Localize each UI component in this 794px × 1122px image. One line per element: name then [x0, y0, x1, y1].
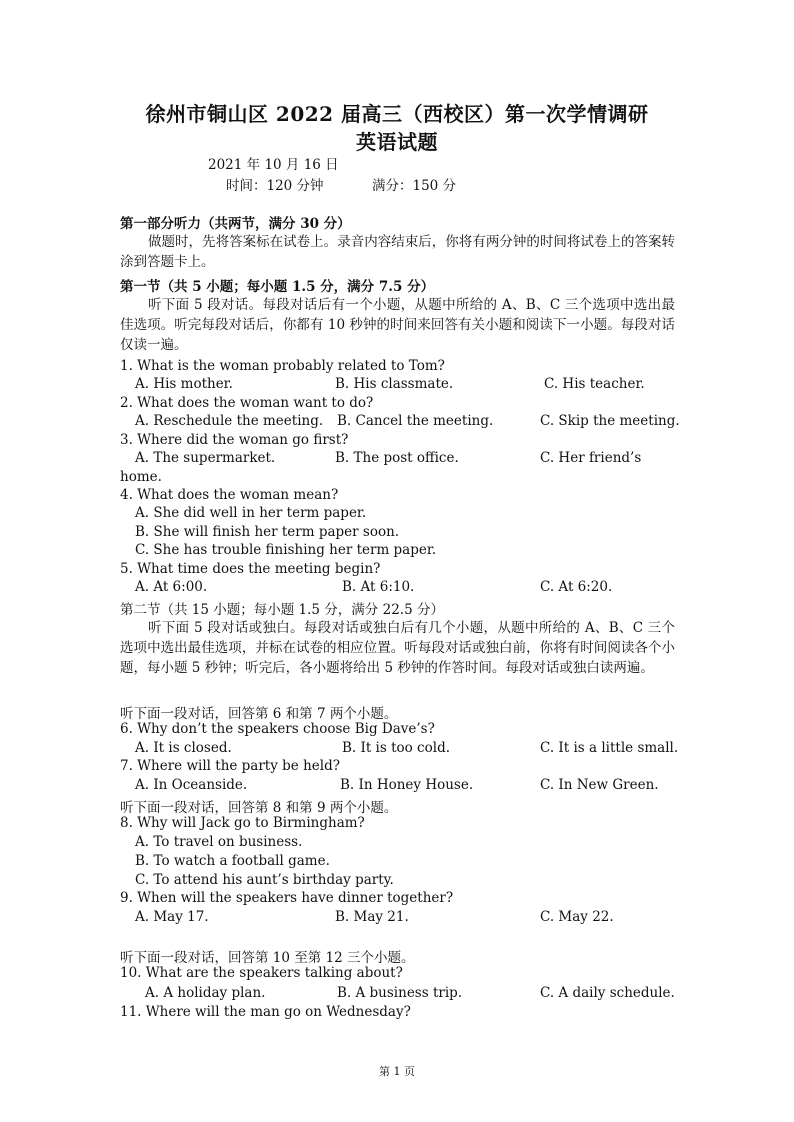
- question-9-option-b: B. May 21.: [335, 909, 409, 925]
- question-6-stem: 6. Why don’t the speakers choose Big Dave’s?: [120, 721, 435, 737]
- question-10-option-c: C. A daily schedule.: [540, 985, 675, 1001]
- exam-score: 满分：150 分: [372, 178, 457, 194]
- question-1-option-a: A. His mother.: [135, 376, 233, 392]
- section1-heading: 第一节（共 5 小题；每小题 1.5 分，满分 7.5 分）: [120, 279, 435, 295]
- instruction-q6-7: 听下面一段对话，回答第 6 和第 7 两个小题。: [120, 706, 398, 722]
- question-5-option-a: A. At 6:00.: [135, 579, 208, 595]
- question-4-option-b: B. She will finish her term paper soon.: [135, 524, 400, 540]
- question-5-option-c: C. At 6:20.: [540, 579, 613, 595]
- exam-time: 时间：120 分钟: [226, 178, 324, 194]
- question-9-option-c: C. May 22.: [540, 909, 614, 925]
- question-6-option-b: B. It is too cold.: [342, 740, 450, 756]
- question-3-option-c: C. Her friend’s: [540, 450, 642, 466]
- question-3-option-c-continued: home.: [120, 469, 162, 485]
- question-10-option-b: B. A business trip.: [337, 985, 463, 1001]
- part1-intro: 做题时，先将答案标在试卷上。录音内容结束后，你将有两分钟的时间将试卷上的答案转涂到答题卡上。: [120, 234, 675, 270]
- question-1-option-b: B. His classmate.: [335, 376, 454, 392]
- question-2-option-b: B. Cancel the meeting.: [337, 413, 494, 429]
- section2-intro: 听下面 5 段对话或独白。每段对话或独白后有几个小题，从题中所给的 A、B、C 三个选项中选出最佳选项，并标在试卷的相应位置。听每段对话或独白前，你将有时间阅读各个小题，每小题 5 秒钟；听完后，各小题将给出 5 秒钟的作答时间。每段对话或独白读两遍。: [120, 620, 675, 676]
- question-2-option-a: A. Reschedule the meeting.: [135, 413, 324, 429]
- question-1-option-c: C. His teacher.: [544, 376, 645, 392]
- question-4-option-a: A. She did well in her term paper.: [135, 505, 367, 521]
- question-3-option-b: B. The post office.: [335, 450, 459, 466]
- section2-heading: 第二节（共 15 小题；每小题 1.5 分，满分 22.5 分）: [120, 602, 444, 618]
- question-8-option-b: B. To watch a football game.: [135, 853, 330, 869]
- question-6-option-a: A. It is closed.: [135, 740, 232, 756]
- question-3-stem: 3. Where did the woman go first?: [120, 432, 349, 448]
- question-7-option-a: A. In Oceanside.: [135, 777, 248, 793]
- question-3-option-a: A. The supermarket.: [135, 450, 276, 466]
- question-10-option-a: A. A holiday plan.: [145, 985, 266, 1001]
- part1-heading: 第一部分听力（共两节，满分 30 分）: [120, 216, 351, 232]
- question-4-option-c: C. She has trouble finishing her term paper.: [135, 542, 437, 558]
- question-7-option-b: B. In Honey House.: [340, 777, 474, 793]
- instruction-q10-12: 听下面一段对话，回答第 10 至第 12 三个小题。: [120, 950, 415, 966]
- question-10-stem: 10. What are the speakers talking about?: [120, 965, 403, 981]
- question-8-stem: 8. Why will Jack go to Birmingham?: [120, 815, 365, 831]
- question-9-option-a: A. May 17.: [135, 909, 209, 925]
- exam-title: 徐州市铜山区 2022 届高三（西校区）第一次学情调研: [145, 102, 649, 126]
- question-11-stem: 11. Where will the man go on Wednesday?: [120, 1004, 411, 1020]
- question-6-option-c: C. It is a little small.: [540, 740, 679, 756]
- question-7-stem: 7. Where will the party be held?: [120, 758, 340, 774]
- section1-intro: 听下面 5 段对话。每段对话后有一个小题，从题中所给的 A、B、C 三个选项中选出最佳选项。听完每段对话后，你都有 10 秒钟的时间来回答有关小题和阅读下一小题。每段对话仅读一遍。: [120, 297, 675, 353]
- question-9-stem: 9. When will the speakers have dinner together?: [120, 890, 454, 906]
- question-5-stem: 5. What time does the meeting begin?: [120, 561, 381, 577]
- question-1-stem: 1. What is the woman probably related to Tom?: [120, 358, 445, 374]
- question-7-option-c: C. In New Green.: [540, 777, 659, 793]
- page-number: 第 1 页: [379, 1065, 415, 1078]
- exam-date: 2021 年 10 月 16 日: [208, 157, 339, 173]
- question-5-option-b: B. At 6:10.: [342, 579, 415, 595]
- question-8-option-c: C. To attend his aunt’s birthday party.: [135, 872, 394, 888]
- exam-subtitle: 英语试题: [356, 130, 438, 154]
- question-8-option-a: A. To travel on business.: [135, 834, 303, 850]
- question-4-stem: 4. What does the woman mean?: [120, 487, 339, 503]
- question-2-stem: 2. What does the woman want to do?: [120, 395, 374, 411]
- instruction-q8-9: 听下面一段对话，回答第 8 和第 9 两个小题。: [120, 800, 398, 816]
- question-2-option-c: C. Skip the meeting.: [540, 413, 680, 429]
